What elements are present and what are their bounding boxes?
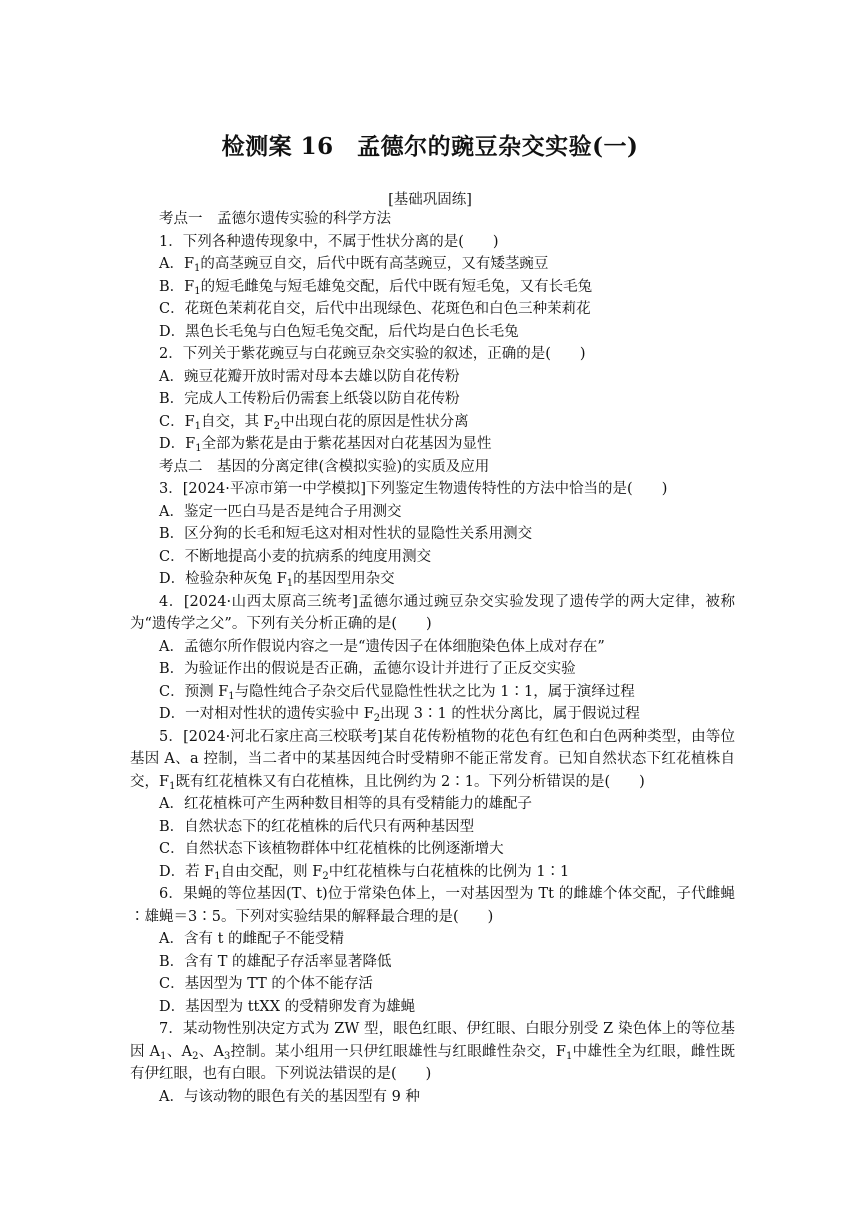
topic-heading-1: 考点一 孟德尔遗传实验的科学方法 [159,211,391,227]
question-4-option-d: D．一对相对性状的遗传实验中 $F_2$出现 3∶1 的性状分离比，属于假说过程 [159,706,640,724]
question-3-option-a: A．鉴定一匹白马是否是纯合子用测交 [159,503,402,520]
question-6: 6．果蝇的等位基因(T、t)位于常染色体上，一对基因型为 Tt 的雌雄个体交配，子代雌蝇∶雄蝇＝3∶5。下列对实验结果的解释最合理的是( ) [130,886,735,925]
question-4: 4．[2024·山西太原高三统考]孟德尔通过豌豆杂交实验发现了遗传学的两大定律，被称为“遗传学之父”。下列有关分析正确的是( ) [130,593,735,632]
question-2-option-d: D．$F_1$全部为紫花是由于紫花基因对白花基因为显性 [159,436,492,454]
question-6-option-a: A．含有 t 的雌配子不能受精 [159,931,345,947]
page-title: 检测案 16 孟德尔的豌豆杂交实验(一) [221,133,639,160]
question-6-option-c: C．基因型为 TT 的个体不能存活 [159,976,373,992]
question-5-option-d: D．若 $F_1$自由交配，则 $F_2$中红花植株与白花植株的比例为 1∶1 [159,863,570,882]
question-5: 5．[2024·河北石家庄高三校联考]某自花传粉植物的花色有红色和白色两种类型，由等位基因 A、a 控制，当二者中的某基因纯合时受精卵不能正常发育。已知自然状态下红花植株自交，$F_1$既有红花植株又有白花植株，且比例约为 2∶1。下列分析错误的是( ) [130,728,735,792]
question-4-option-a: A．孟德尔所作假说内容之一是“遗传因子在体细胞染色体上成对存在” [159,638,605,655]
question-6-option-d: D．基因型为 ttXX 的受精卵发育为雄蝇 [159,998,416,1015]
question-6-option-b: B．含有 T 的雄配子存活率显著降低 [159,953,392,970]
question-5-option-a: A．红花植株可产生两种数目相等的具有受精能力的雄配子 [159,796,532,812]
document-body [130,208,735,1108]
question-4-option-c: C．预测 $F_1$与隐性纯合子杂交后代显隐性性状之比为 1∶1，属于演绎过程 [159,683,635,702]
question-2-option-c: C．$F_1$自交，其 $F_2$中出现白花的原因是性状分离 [159,413,469,432]
question-7: 7．某动物性别决定方式为 ZW 型，眼色红眼、伊红眼、白眼分别受 Z 染色体上的等位基因 $A_1$、$A_2$、$A_3$控制。某小组用一只伊红眼雄性与红眼雌性杂交，$F_1$中雄性全为红眼，雌性既有伊红眼，也有白眼。下列说法错误的是( ) [130,1021,735,1082]
question-5-option-b: B．自然状态下的红花植株的后代只有两种基因型 [159,818,475,835]
question-1-option-c: C．花斑色茉莉花自交，后代中出现绿色、花斑色和白色三种茉莉花 [159,301,591,317]
section-label: [基础巩固练] [388,192,472,208]
question-3-option-d: D．检验杂种灰兔 $F_1$的基因型用杂交 [159,571,395,589]
topic-heading-2: 考点二 基因的分离定律(含模拟实验)的实质及应用 [159,458,490,475]
question-2: 2．下列关于紫花豌豆与白花豌豆杂交实验的叙述，正确的是( ) [159,346,586,362]
question-1-option-b: B．$F_1$的短毛雌兔与短毛雄兔交配，后代中既有短毛兔，又有长毛兔 [159,278,593,297]
question-2-option-a: A．豌豆花瓣开放时需对母本去雄以防自花传粉 [159,368,460,385]
question-2-option-b: B．完成人工传粉后仍需套上纸袋以防自花传粉 [159,391,460,407]
question-3-option-c: C．不断地提高小麦的抗病系的纯度用测交 [159,548,432,565]
question-7-option-a: A．与该动物的眼色有关的基因型有 9 种 [159,1088,420,1105]
question-4-option-b: B．为验证作出的假说是否正确，孟德尔设计并进行了正反交实验 [159,661,576,677]
question-1-option-a: A．$F_1$的高茎豌豆自交，后代中既有高茎豌豆，又有矮茎豌豆 [159,256,549,274]
question-3: 3．[2024·平凉市第一中学模拟]下列鉴定生物遗传特性的方法中恰当的是( ) [159,481,668,497]
question-1-option-d: D．黑色长毛兔与白色短毛兔交配，后代均是白色长毛兔 [159,323,519,340]
question-5-option-c: C．自然状态下该植物群体中红花植株的比例逐渐增大 [159,841,504,857]
question-1: 1．下列各种遗传现象中，不属于性状分离的是( ) [159,233,499,250]
question-3-option-b: B．区分狗的长毛和短毛这对相对性状的显隐性关系用测交 [159,526,533,542]
